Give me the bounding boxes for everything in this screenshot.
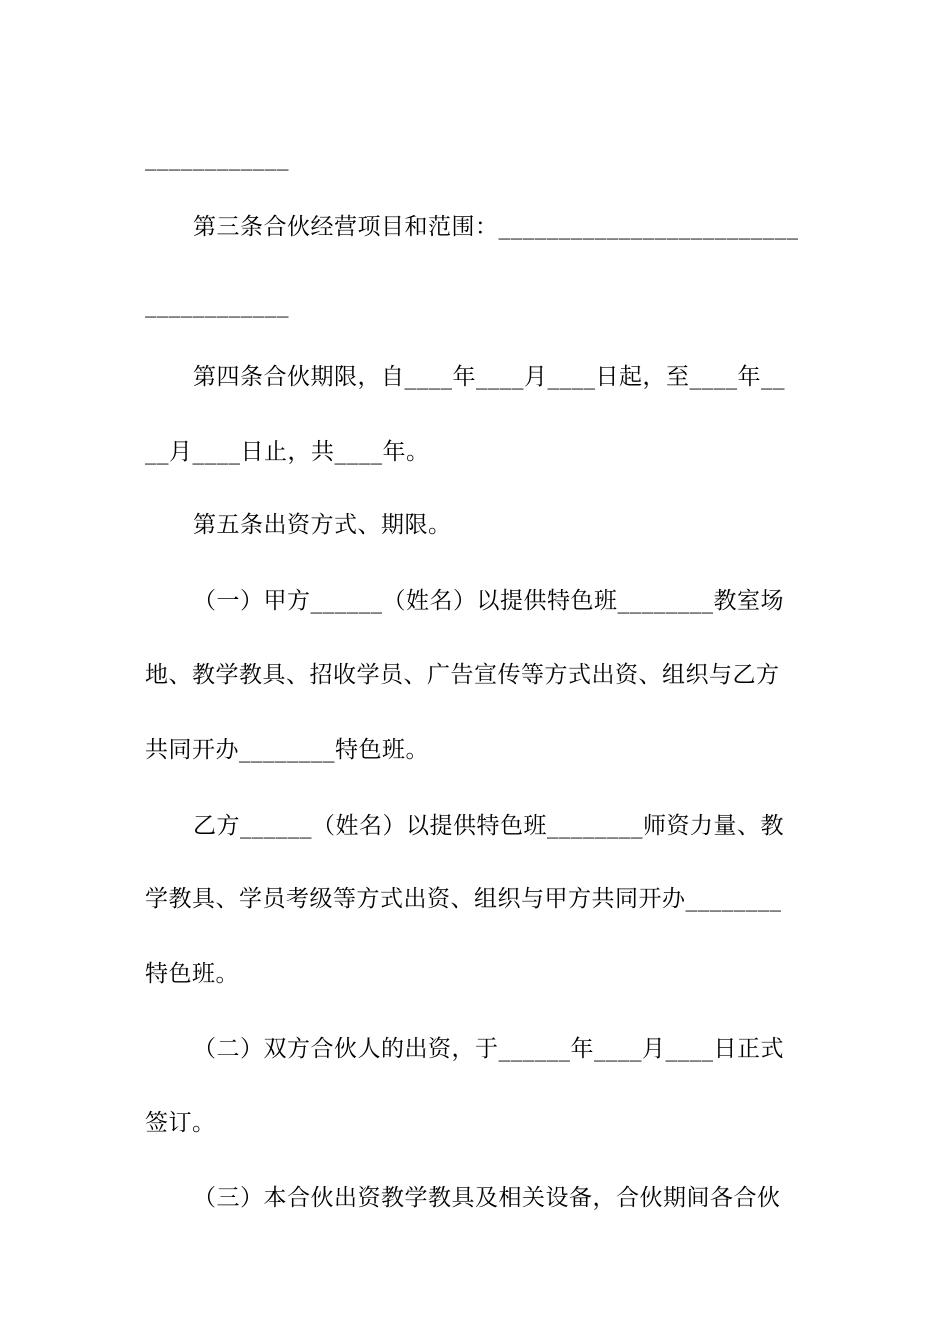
text-line: （二）双方合伙人的出资，于______年____月____日正式 — [193, 1036, 784, 1062]
text-line: 学教具、学员考级等方式出资、组织与甲方共同开办________ — [145, 886, 782, 912]
text-line: 第三条合伙经营项目和范围：_________________________ — [193, 214, 799, 240]
text-line: （三）本合伙出资教学教具及相关设备，合伙期间各合伙 — [193, 1185, 781, 1211]
text-line: 乙方______（姓名）以提供特色班________师资力量、教 — [193, 813, 784, 839]
text-line: （一）甲方______（姓名）以提供特色班________教室场 — [193, 588, 784, 614]
text-line: 第四条合伙期限，自____年____月____日起，至____年__ — [193, 364, 785, 390]
text-line: 地、教学教具、招收学员、广告宣传等方式出资、组织与乙方 — [145, 662, 780, 688]
text-line: __月____日止，共____年。 — [145, 439, 430, 465]
text-line: ____________ — [145, 145, 289, 171]
text-line: 共同开办________特色班。 — [145, 737, 429, 763]
text-line: 第五条出资方式、期限。 — [193, 512, 452, 538]
text-line: ____________ — [145, 292, 289, 318]
text-line: 特色班。 — [145, 961, 239, 987]
text-line: 签订。 — [145, 1110, 216, 1136]
